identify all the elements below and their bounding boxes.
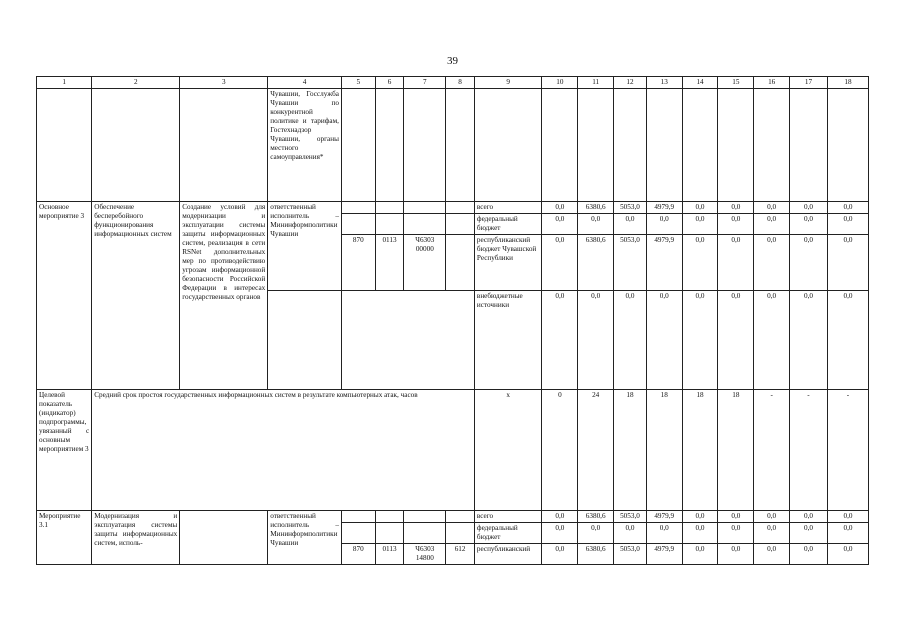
value-cell: 0,0	[790, 511, 828, 523]
section-code: 0113	[375, 235, 404, 291]
col-header: 9	[474, 77, 542, 89]
value-cell: 0,0	[542, 523, 578, 544]
value-cell: 4979,9	[646, 511, 682, 523]
indicator-value: 18	[682, 390, 718, 511]
target-article-code: Ч6303 00000	[404, 235, 446, 291]
value-cell: 0,0	[827, 523, 868, 544]
section-code: 0113	[375, 544, 404, 565]
value-cell: 0,0	[614, 291, 647, 390]
value-cell: 0,0	[646, 291, 682, 390]
col-header: 14	[682, 77, 718, 89]
value-cell: 4979,9	[646, 544, 682, 565]
col-header: 17	[790, 77, 828, 89]
value-cell: 6380,6	[578, 235, 614, 291]
continuation-row	[37, 89, 869, 202]
source-label: республиканский бюджет Чувашской Республики	[474, 235, 542, 291]
value-cell: 0,0	[790, 523, 828, 544]
col-header: 11	[578, 77, 614, 89]
value-cell: 0,0	[578, 291, 614, 390]
value-cell: 0,0	[827, 544, 868, 565]
indicator-value: 24	[578, 390, 614, 511]
om3-executor: ответственный исполнитель – Мининформполитики Чувашии	[268, 202, 342, 291]
indicator-value: 0	[542, 390, 578, 511]
value-cell: 0,0	[542, 202, 578, 214]
value-cell: 0,0	[790, 291, 828, 390]
value-cell: 0,0	[682, 202, 718, 214]
program-table	[36, 76, 869, 565]
col-header: 5	[341, 77, 375, 89]
indicator-value: 18	[614, 390, 647, 511]
value-cell: 0,0	[790, 235, 828, 291]
value-cell: 0,0	[682, 544, 718, 565]
value-cell: 0,0	[827, 291, 868, 390]
column-number-row	[37, 77, 869, 89]
value-cell: 0,0	[542, 544, 578, 565]
executors-cell: Чувашии, Госслужба Чувашии по конкурентной политике и тарифам, Гостехнадзор Чувашии, органы местного самоуправления*	[268, 89, 342, 202]
target-indicator-row	[37, 390, 869, 511]
value-cell: 0,0	[754, 523, 790, 544]
indicator-value: -	[754, 390, 790, 511]
value-cell: 0,0	[682, 523, 718, 544]
source-label: внебюджетные источники	[474, 291, 542, 390]
value-cell: 0,0	[718, 523, 754, 544]
col-header: 8	[446, 77, 475, 89]
value-cell: 0,0	[542, 291, 578, 390]
expense-type-code: 612	[446, 544, 475, 565]
m31-name: Мероприятие 3.1	[37, 511, 92, 565]
value-cell: 0,0	[718, 235, 754, 291]
value-cell: 0,0	[827, 235, 868, 291]
source-label: федеральный бюджет	[474, 523, 542, 544]
value-cell: 0,0	[754, 511, 790, 523]
indicator-value: -	[827, 390, 868, 511]
om3-description: Создание условий для модернизации и эксплуатации системы защиты информационных систем, реализация в сети RSNet дополнительных мер по противодействию угрозам информационной безопасности Российской Федерации в интересах государственных органов	[180, 202, 268, 390]
value-cell: 0,0	[827, 214, 868, 235]
col-header: 15	[718, 77, 754, 89]
grbs-code: 870	[341, 235, 375, 291]
value-cell: 0,0	[754, 544, 790, 565]
indicator-name: Целевой показатель (индикатор) подпрограммы, увязанный с основным мероприятием 3	[37, 390, 92, 511]
indicator-description: Средний срок простоя государственных информационных систем в результате компьютерных атак, часов	[92, 390, 475, 511]
grbs-code: 870	[341, 544, 375, 565]
value-cell: 5053,0	[614, 544, 647, 565]
col-header: 3	[180, 77, 268, 89]
value-cell: 0,0	[646, 523, 682, 544]
m31-executor: ответственный исполнитель – Мининформполитики Чувашии	[268, 511, 342, 565]
value-cell: 0,0	[718, 202, 754, 214]
value-cell: 0,0	[542, 214, 578, 235]
value-cell: 0,0	[682, 291, 718, 390]
value-cell: 0,0	[754, 235, 790, 291]
value-cell: 0,0	[542, 511, 578, 523]
value-cell: 5053,0	[614, 235, 647, 291]
indicator-x: х	[474, 390, 542, 511]
m31-title: Модернизация и эксплуатация системы защиты информационных систем, исполь-	[92, 511, 180, 565]
col-header: 6	[375, 77, 404, 89]
value-cell: 0,0	[542, 235, 578, 291]
value-cell: 0,0	[682, 235, 718, 291]
m31-row-total	[37, 511, 869, 523]
value-cell: 6380,6	[578, 511, 614, 523]
value-cell: 0,0	[682, 511, 718, 523]
col-header: 12	[614, 77, 647, 89]
value-cell: 0,0	[790, 202, 828, 214]
value-cell: 0,0	[718, 214, 754, 235]
value-cell: 5053,0	[614, 202, 647, 214]
om3-row-total	[37, 202, 869, 214]
value-cell: 0,0	[718, 291, 754, 390]
value-cell: 0,0	[790, 214, 828, 235]
value-cell: 0,0	[682, 214, 718, 235]
source-label: республиканский	[474, 544, 542, 565]
value-cell: 6380,6	[578, 202, 614, 214]
value-cell: 0,0	[614, 523, 647, 544]
value-cell: 0,0	[718, 544, 754, 565]
value-cell: 0,0	[790, 544, 828, 565]
value-cell: 0,0	[754, 202, 790, 214]
col-header: 2	[92, 77, 180, 89]
value-cell: 0,0	[754, 291, 790, 390]
indicator-value: -	[790, 390, 828, 511]
col-header: 16	[754, 77, 790, 89]
value-cell: 0,0	[578, 523, 614, 544]
value-cell: 0,0	[827, 202, 868, 214]
value-cell: 0,0	[827, 511, 868, 523]
om3-title: Обеспечение бесперебойного функционирования информационных систем	[92, 202, 180, 390]
col-header: 1	[37, 77, 92, 89]
value-cell: 0,0	[614, 214, 647, 235]
om3-name: Основное мероприятие 3	[37, 202, 92, 390]
value-cell: 0,0	[646, 214, 682, 235]
col-header: 13	[646, 77, 682, 89]
page-number: 39	[447, 55, 458, 67]
value-cell: 6380,6	[578, 544, 614, 565]
source-label: всего	[474, 511, 542, 523]
value-cell: 4979,9	[646, 235, 682, 291]
target-article-code: Ч6303 14800	[404, 544, 446, 565]
indicator-value: 18	[718, 390, 754, 511]
value-cell: 0,0	[754, 214, 790, 235]
value-cell: 0,0	[578, 214, 614, 235]
value-cell: 4979,9	[646, 202, 682, 214]
source-label: всего	[474, 202, 542, 214]
source-label: федеральный бюджет	[474, 214, 542, 235]
indicator-value: 18	[646, 390, 682, 511]
value-cell: 5053,0	[614, 511, 647, 523]
col-header: 4	[268, 77, 342, 89]
col-header: 7	[404, 77, 446, 89]
col-header: 10	[542, 77, 578, 89]
col-header: 18	[827, 77, 868, 89]
value-cell: 0,0	[718, 511, 754, 523]
